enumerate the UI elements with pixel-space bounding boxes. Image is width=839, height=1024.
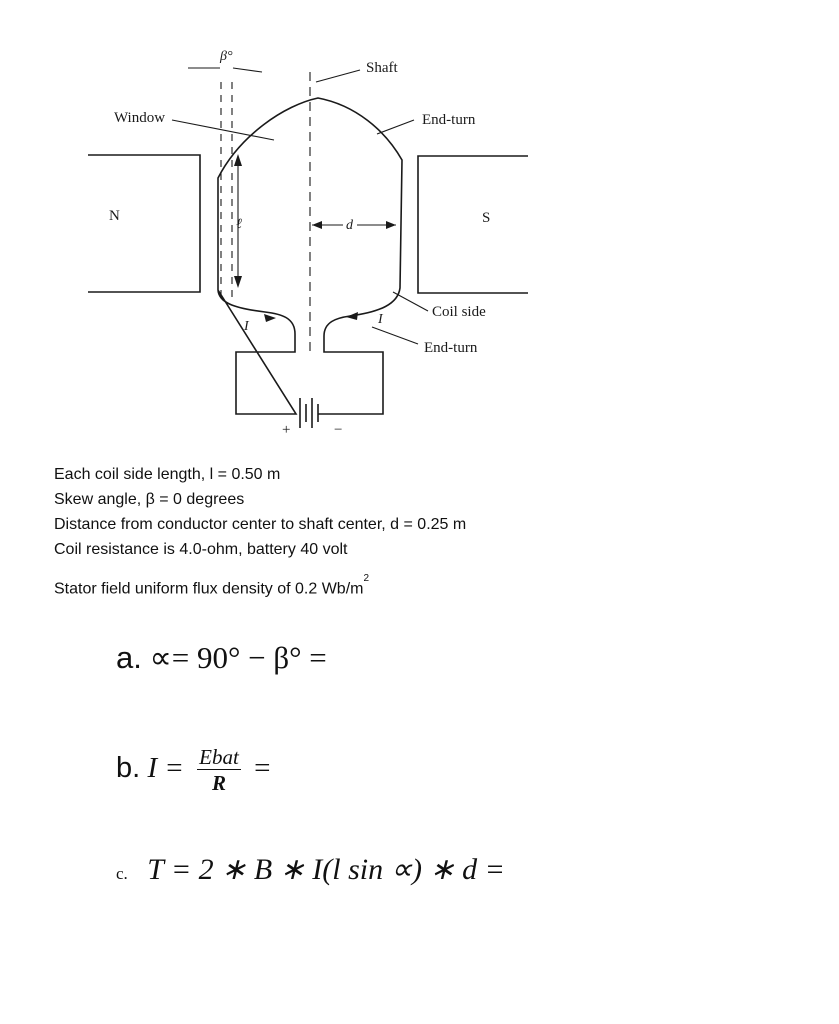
end-turn-bottom-label: End-turn [424,340,478,356]
equation-c [116,852,505,887]
battery-minus-label: − [334,422,343,438]
beta-arrow-right [233,68,262,72]
distance-arrowhead-right [386,221,396,229]
end-turn-top-leader [377,120,414,134]
window-leader [172,120,274,140]
given-flux-density [54,572,814,601]
equation-c-label: c. [116,864,128,883]
equation-b [116,745,270,796]
end-turn-top-label: End-turn [422,112,476,128]
distance-label: d [346,218,353,233]
equation-a-expr: ∝= 90° − β° = [149,640,327,675]
given-coil-length: Each coil side length, l = 0.50 m [54,466,281,483]
length-arrowhead-top [234,154,242,166]
current-arrow-left [264,314,276,322]
current-label-right: I [378,312,383,327]
coil-side-label: Coil side [432,304,486,320]
flux-text: Stator field uniform flux density of 0.2 Wb/m [54,580,364,598]
coil-side-leader [393,292,428,311]
beta-angle-label: β° [220,49,233,64]
equation-b-lhs: I = [147,752,184,785]
given-skew-angle: Skew angle, β = 0 degrees [54,491,245,508]
south-pole-outline [418,156,528,293]
length-label: ℓ [236,217,242,232]
length-arrowhead-bottom [234,276,242,288]
north-pole-outline [88,155,200,292]
equation-b-rhs: = [254,752,271,785]
given-distance: Distance from conductor center to shaft center, d = 0.25 m [54,516,467,533]
equation-a [116,640,327,676]
equation-c-expr: T = 2 ∗ B ∗ I(l sin ∝) ∗ d = [147,853,505,886]
current-label-left: I [244,319,249,334]
flux-exponent: 2 [363,573,370,584]
equation-b-fraction [197,745,241,796]
south-pole-label: S [482,210,491,226]
equation-b-numerator: Ebat [199,745,239,769]
end-turn-bottom-leader [372,327,418,344]
north-pole-label: N [109,208,120,224]
given-values [54,462,814,601]
equation-b-label: b. [116,752,141,785]
shaft-label: Shaft [366,60,398,76]
window-label: Window [114,110,166,126]
equation-a-label: a. [116,640,142,675]
equation-b-denominator: R [212,771,227,795]
battery-plus-label: + [282,422,291,438]
distance-arrowhead-left [312,221,322,229]
shaft-leader [316,70,360,82]
motor-coil-diagram [0,0,839,460]
given-resistance-voltage: Coil resistance is 4.0-ohm, battery 40 volt [54,541,348,558]
